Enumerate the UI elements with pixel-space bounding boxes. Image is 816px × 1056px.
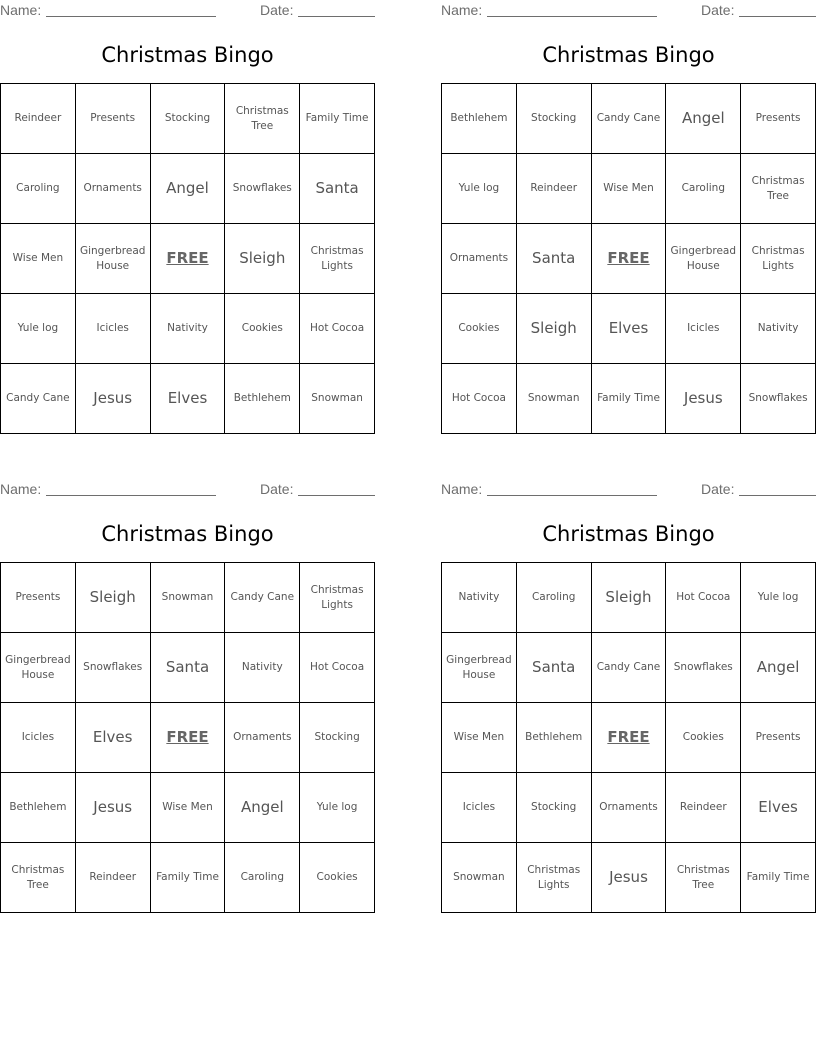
bingo-cell: Snowman: [300, 364, 375, 434]
bingo-cell: Nativity: [442, 563, 517, 633]
date-blank-line: [739, 495, 816, 496]
bingo-cell: Candy Cane: [592, 84, 667, 154]
bingo-cell: Stocking: [300, 703, 375, 773]
bingo-cell: Yule log: [1, 294, 76, 364]
card-title: Christmas Bingo: [101, 522, 274, 546]
bingo-cell: Wise Men: [442, 703, 517, 773]
bingo-cell: Christmas Tree: [741, 154, 816, 224]
name-blank-line: [487, 495, 657, 496]
bingo-cell: Jesus: [666, 364, 741, 434]
card-title: Christmas Bingo: [542, 43, 715, 67]
bingo-cell: Caroling: [517, 563, 592, 633]
name-label: Name:: [0, 2, 42, 18]
bingo-cell: Elves: [741, 773, 816, 843]
bingo-cell: Family Time: [151, 843, 226, 913]
bingo-cell: Angel: [741, 633, 816, 703]
bingo-cell: Bethlehem: [442, 84, 517, 154]
bingo-cell: Christmas Lights: [741, 224, 816, 294]
name-blank-line: [46, 495, 216, 496]
bingo-cell: Sleigh: [76, 563, 151, 633]
bingo-cell: Christmas Tree: [225, 84, 300, 154]
date-blank-line: [739, 16, 816, 17]
date-label: Date:: [701, 481, 735, 497]
name-label: Name:: [441, 481, 483, 497]
bingo-cell: Presents: [76, 84, 151, 154]
bingo-cell: Reindeer: [666, 773, 741, 843]
bingo-cell: Christmas Lights: [517, 843, 592, 913]
bingo-cell: Santa: [517, 224, 592, 294]
bingo-cell: Jesus: [76, 364, 151, 434]
bingo-cell: Cookies: [666, 703, 741, 773]
free-space: FREE: [592, 224, 667, 294]
bingo-cell: Gingerbread House: [666, 224, 741, 294]
bingo-cell: Ornaments: [592, 773, 667, 843]
bingo-cell: Cookies: [442, 294, 517, 364]
bingo-cell: Jesus: [76, 773, 151, 843]
bingo-cell: Angel: [151, 154, 226, 224]
bingo-cell: Hot Cocoa: [300, 294, 375, 364]
bingo-cell: Christmas Tree: [1, 843, 76, 913]
bingo-cell: Hot Cocoa: [666, 563, 741, 633]
bingo-cell: Candy Cane: [225, 563, 300, 633]
free-space: FREE: [592, 703, 667, 773]
bingo-cell: Bethlehem: [1, 773, 76, 843]
bingo-cell: Snowflakes: [666, 633, 741, 703]
bingo-cell: Christmas Tree: [666, 843, 741, 913]
bingo-cell: Snowflakes: [741, 364, 816, 434]
bingo-cell: Icicles: [1, 703, 76, 773]
bingo-cell: Wise Men: [592, 154, 667, 224]
bingo-cell: Nativity: [151, 294, 226, 364]
bingo-cell: Santa: [300, 154, 375, 224]
bingo-cell: Presents: [741, 84, 816, 154]
bingo-cell: Christmas Lights: [300, 563, 375, 633]
bingo-cell: Gingerbread House: [442, 633, 517, 703]
name-blank-line: [46, 16, 216, 17]
bingo-cell: Hot Cocoa: [442, 364, 517, 434]
bingo-cell: Presents: [741, 703, 816, 773]
bingo-cell: Yule log: [442, 154, 517, 224]
bingo-cell: Icicles: [666, 294, 741, 364]
bingo-cell: Stocking: [517, 773, 592, 843]
date-blank-line: [298, 495, 375, 496]
name-blank-line: [487, 16, 657, 17]
bingo-cell: Presents: [1, 563, 76, 633]
bingo-card: [0, 0, 375, 440]
date-label: Date:: [260, 2, 294, 18]
bingo-grid: [0, 562, 375, 913]
bingo-cell: Angel: [225, 773, 300, 843]
bingo-cell: Caroling: [1, 154, 76, 224]
bingo-cell: Candy Cane: [1, 364, 76, 434]
date-blank-line: [298, 16, 375, 17]
bingo-grid: [441, 562, 816, 913]
card-title: Christmas Bingo: [542, 522, 715, 546]
bingo-card: [441, 479, 816, 919]
bingo-cell: Gingerbread House: [1, 633, 76, 703]
bingo-cell: Ornaments: [225, 703, 300, 773]
bingo-cell: Christmas Lights: [300, 224, 375, 294]
bingo-cell: Jesus: [592, 843, 667, 913]
bingo-card: [0, 479, 375, 919]
bingo-cell: Icicles: [442, 773, 517, 843]
bingo-cell: Sleigh: [225, 224, 300, 294]
bingo-cell: Snowflakes: [225, 154, 300, 224]
bingo-cell: Caroling: [225, 843, 300, 913]
bingo-cell: Sleigh: [592, 563, 667, 633]
bingo-cell: Gingerbread House: [76, 224, 151, 294]
bingo-cell: Yule log: [300, 773, 375, 843]
bingo-cell: Bethlehem: [517, 703, 592, 773]
bingo-cell: Elves: [151, 364, 226, 434]
bingo-grid: [441, 83, 816, 434]
bingo-card: [441, 0, 816, 440]
bingo-cell: Wise Men: [1, 224, 76, 294]
bingo-cell: Family Time: [300, 84, 375, 154]
bingo-cell: Nativity: [741, 294, 816, 364]
bingo-cell: Reindeer: [76, 843, 151, 913]
bingo-cell: Family Time: [741, 843, 816, 913]
bingo-cell: Snowman: [517, 364, 592, 434]
bingo-cell: Ornaments: [442, 224, 517, 294]
name-date-row: [0, 481, 375, 499]
bingo-cell: Hot Cocoa: [300, 633, 375, 703]
bingo-grid: [0, 83, 375, 434]
bingo-cell: Stocking: [517, 84, 592, 154]
bingo-cell: Nativity: [225, 633, 300, 703]
name-date-row: [441, 2, 816, 20]
name-date-row: [0, 2, 375, 20]
date-label: Date:: [260, 481, 294, 497]
bingo-cell: Reindeer: [517, 154, 592, 224]
bingo-cell: Santa: [517, 633, 592, 703]
bingo-cell: Snowman: [151, 563, 226, 633]
bingo-cell: Snowman: [442, 843, 517, 913]
bingo-cell: Snowflakes: [76, 633, 151, 703]
bingo-cell: Reindeer: [1, 84, 76, 154]
free-space: FREE: [151, 703, 226, 773]
bingo-cell: Elves: [76, 703, 151, 773]
bingo-cell: Icicles: [76, 294, 151, 364]
bingo-cell: Santa: [151, 633, 226, 703]
date-label: Date:: [701, 2, 735, 18]
bingo-cell: Cookies: [225, 294, 300, 364]
bingo-cell: Ornaments: [76, 154, 151, 224]
bingo-cell: Candy Cane: [592, 633, 667, 703]
bingo-cell: Family Time: [592, 364, 667, 434]
bingo-cell: Bethlehem: [225, 364, 300, 434]
bingo-cell: Wise Men: [151, 773, 226, 843]
name-date-row: [441, 481, 816, 499]
bingo-cell: Elves: [592, 294, 667, 364]
bingo-cell: Stocking: [151, 84, 226, 154]
bingo-cell: Cookies: [300, 843, 375, 913]
free-space: FREE: [151, 224, 226, 294]
name-label: Name:: [0, 481, 42, 497]
bingo-cell: Angel: [666, 84, 741, 154]
bingo-cell: Caroling: [666, 154, 741, 224]
name-label: Name:: [441, 2, 483, 18]
card-title: Christmas Bingo: [101, 43, 274, 67]
bingo-cell: Yule log: [741, 563, 816, 633]
bingo-cell: Sleigh: [517, 294, 592, 364]
